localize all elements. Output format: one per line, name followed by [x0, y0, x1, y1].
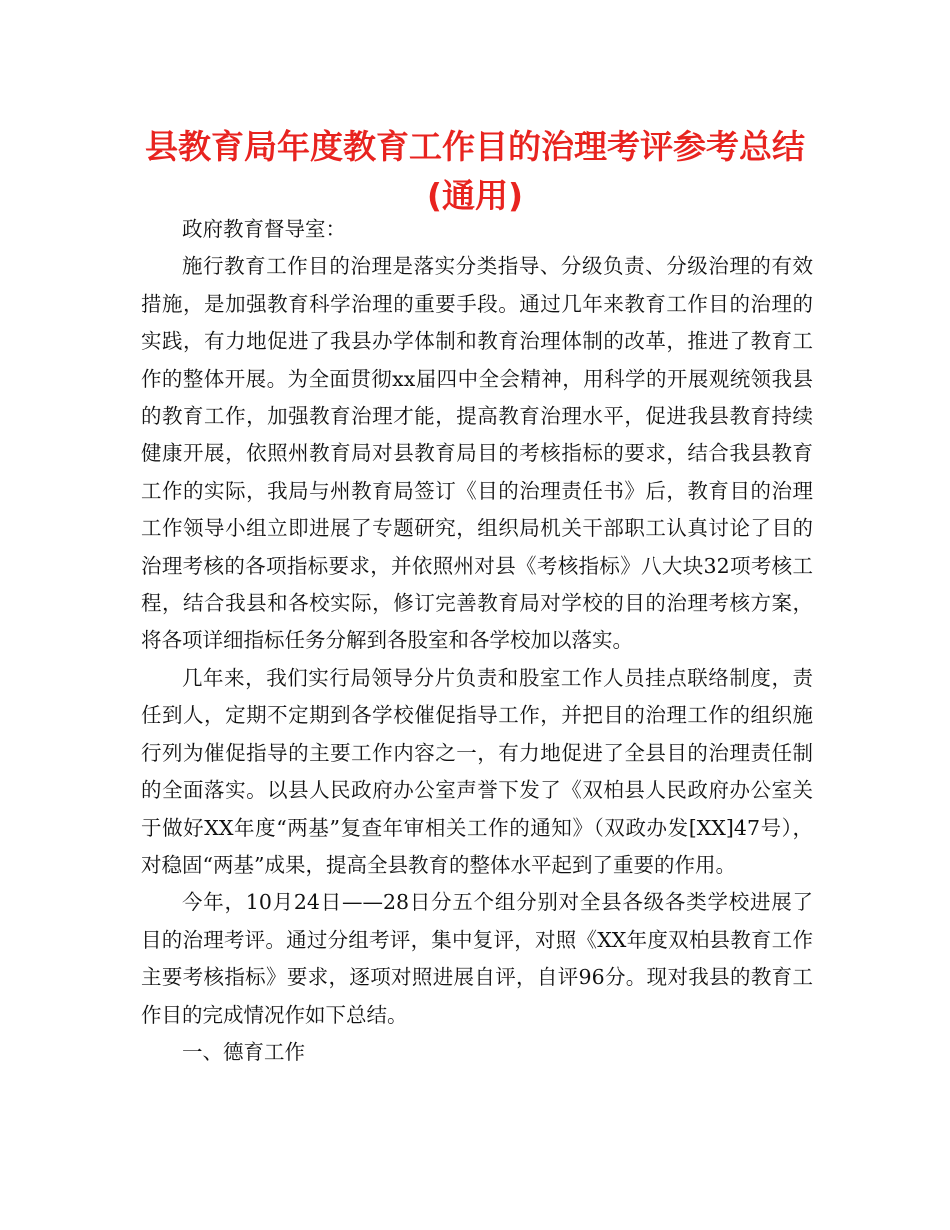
paragraph: 今年，10月24日——28日分五个组分别对全县各级各类学校进展了目的治理考评。通过分组考评，集中复评，对照《XX年度双柏县教育工作主要考核指标》要求，逐项对照进展自评，自评96分。现对我县的教育工作目的完成情况作如下总结。	[141, 890, 813, 1027]
document-title: 县教育局年度教育工作目的治理考评参考总结	[145, 127, 805, 166]
document-body	[141, 211, 813, 1071]
section-heading: 一、德育工作	[182, 1039, 305, 1064]
paragraph: 几年来，我们实行局领导分片负责和股室工作人员挂点联络制度，责任到人，定期不定期到各学校催促指导工作，并把目的治理工作的组织施行列为催促指导的主要工作内容之一，有力地促进了全县目的治理责任制的全面落实。以县人民政府办公室声誉下发了《双柏县人民政府办公室关于做好XX年度“两基”复查年审相关工作的通知》（双政办发[XX]47号），对稳固“两基”成果，提高全县教育的整体水平起到了重要的作用。	[141, 665, 813, 877]
paragraph: 施行教育工作目的治理是落实分类指导、分级负责、分级治理的有效措施，是加强教育科学治理的重要手段。通过几年来教育工作目的治理的实践，有力地促进了我县办学体制和教育治理体制的改革，推进了教育工作的整体开展。为全面贯彻xx届四中全会精神，用科学的开展观统领我县的教育工作，加强教育治理才能，提高教育治理水平，促进我县教育持续健康开展，依照州教育局对县教育局目的考核指标的要求，结合我县教育工作的实际，我局与州教育局签订《目的治理责任书》后，教育目的治理工作领导小组立即进展了专题研究，组织局机关干部职工认真讨论了目的治理考核的各项指标要求，并依照州对县《考核指标》八大块32项考核工程，结合我县和各校实际，修订完善教育局对学校的目的治理考核方案，将各项详细指标任务分解到各股室和各学校加以落实。	[141, 254, 813, 653]
salutation: 政府教育督导室：	[182, 217, 346, 241]
document-title-subtitle: (通用)	[426, 176, 524, 215]
